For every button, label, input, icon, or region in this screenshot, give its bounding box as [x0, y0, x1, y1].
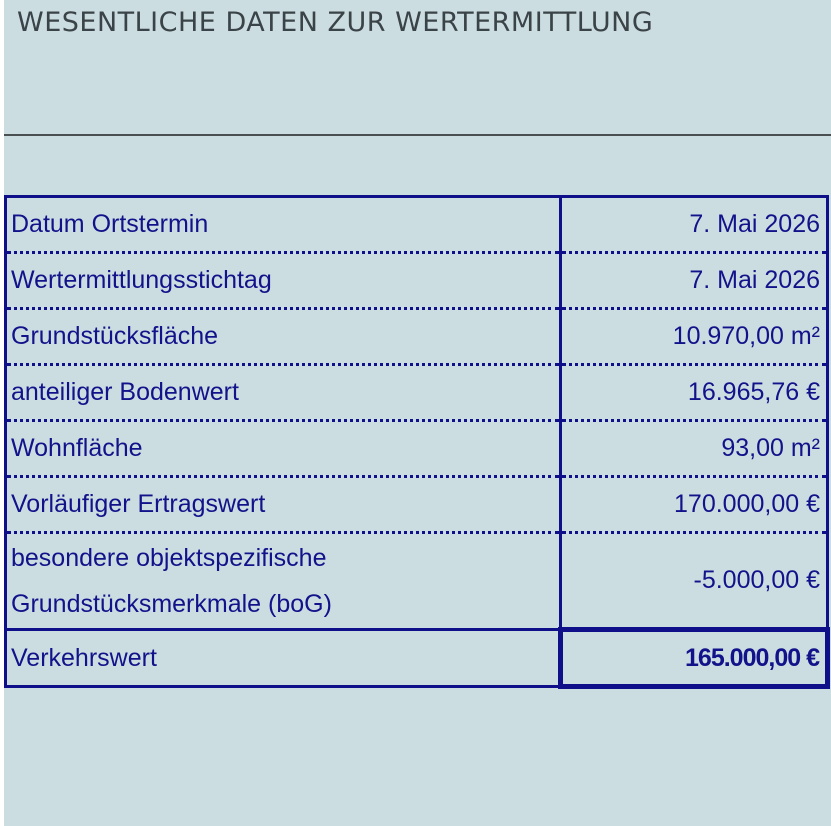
row-label: Datum Ortstermin: [6, 197, 561, 253]
summary-panel: [4, 0, 831, 826]
row-label: Vorläufiger Ertragswert: [6, 477, 561, 533]
table-row-verkehrswert: [6, 630, 828, 687]
row-label: anteiliger Bodenwert: [6, 365, 561, 421]
row-value: 7. Mai 2026: [561, 197, 828, 253]
table-row-anteiliger-bodenwert: [6, 365, 828, 421]
table-row-wertermittlungsstichtag: [6, 253, 828, 309]
row-label-line-1: besondere objektspezifische: [11, 544, 327, 572]
row-label: Wertermittlungsstichtag: [6, 253, 561, 309]
row-value: 170.000,00 €: [561, 477, 828, 533]
row-label-line-2: Grundstücksmerkmale (boG): [11, 590, 332, 618]
table-row-vorlaeufiger-ertragswert: [6, 477, 828, 533]
table-row-datum-ortstermin: [6, 197, 828, 253]
row-value: 7. Mai 2026: [561, 253, 828, 309]
total-value: 165.000,00 €: [561, 630, 828, 687]
valuation-data-table: [4, 195, 830, 689]
row-label: Grundstücksfläche: [6, 309, 561, 365]
row-label: Wohnfläche: [6, 421, 561, 477]
total-label: Verkehrswert: [6, 630, 561, 687]
table-row-bog: [6, 533, 828, 630]
row-value: 16.965,76 €: [561, 365, 828, 421]
table-row-wohnflaeche: [6, 421, 828, 477]
row-label: [6, 533, 561, 630]
row-value: 10.970,00 m²: [561, 309, 828, 365]
row-value: 93,00 m²: [561, 421, 828, 477]
row-value: -5.000,00 €: [561, 533, 828, 630]
page-title: WESENTLICHE DATEN ZUR WERTERMITTLUNG: [17, 7, 654, 38]
table-row-grundstuecksflaeche: [6, 309, 828, 365]
title-divider: [4, 134, 831, 136]
